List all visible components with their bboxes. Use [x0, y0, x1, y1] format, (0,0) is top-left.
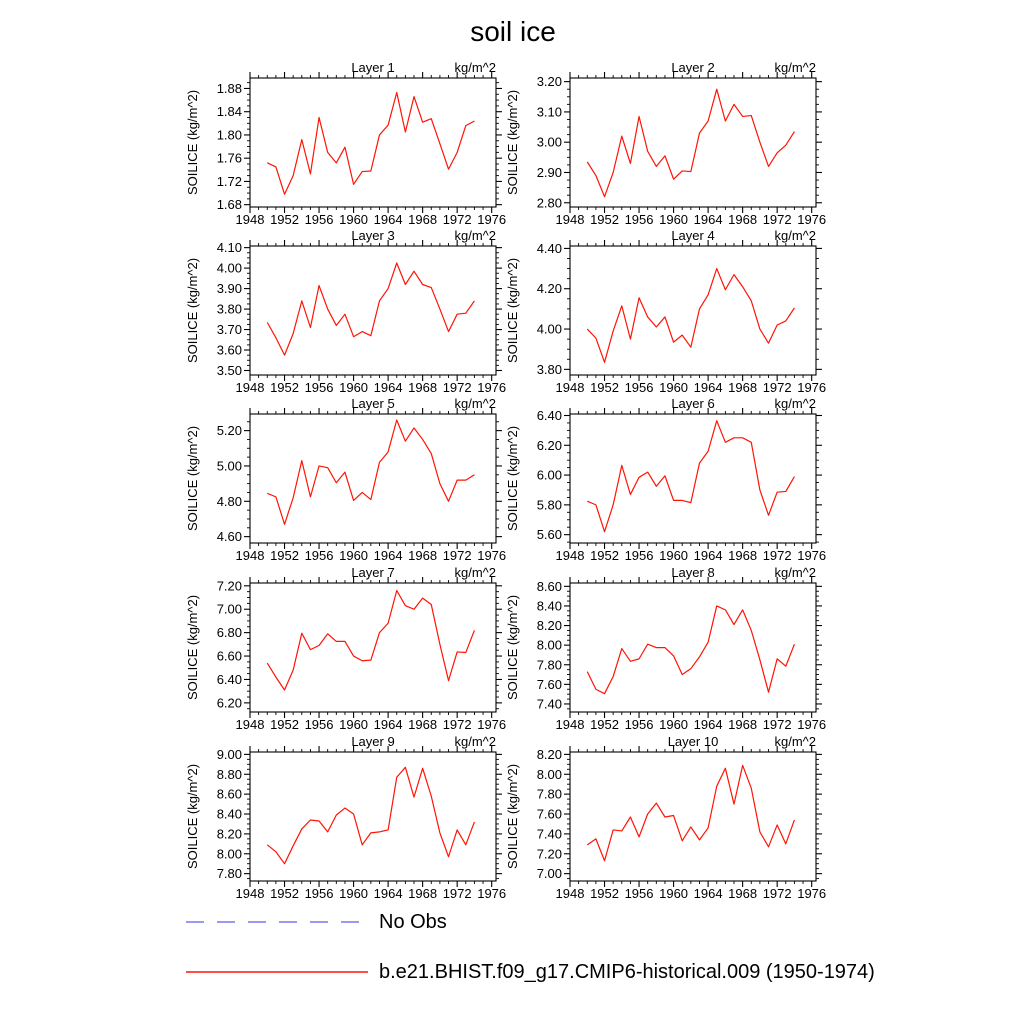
y-tick-label: 4.10: [216, 240, 242, 256]
y-tick-label: 3.60: [216, 342, 242, 358]
x-tick-label: 1960: [659, 717, 689, 732]
y-tick-label: 8.80: [216, 766, 242, 782]
y-tick-labels: [217, 240, 242, 378]
x-tick-label: 1960: [659, 548, 689, 563]
panel-units-label: kg/m^2: [454, 565, 496, 580]
y-tick-label: 4.00: [216, 260, 242, 276]
y-tick-label: 7.40: [536, 826, 562, 842]
plot-frame: [570, 752, 816, 881]
x-tick-label: 1972: [442, 212, 472, 227]
x-tick-label: 1948: [555, 212, 585, 227]
x-tick-label: 1976: [797, 717, 827, 732]
y-axis-title: SOILICE (kg/m^2): [185, 89, 200, 196]
chart-panel-layer-2: [505, 60, 826, 227]
y-tick-label: 7.40: [536, 696, 562, 712]
x-tick-label: 1948: [235, 886, 265, 901]
data-series-line: [587, 89, 794, 197]
axis-ticks: [244, 408, 502, 549]
y-tick-label: 1.76: [216, 150, 242, 166]
panel-title: Layer 7: [351, 565, 395, 580]
x-tick-labels: [236, 717, 507, 732]
x-tick-label: 1972: [762, 380, 792, 395]
x-tick-label: 1952: [270, 212, 299, 227]
no-obs-legend-label: No Obs: [379, 911, 447, 933]
panel-title: Layer 8: [671, 565, 715, 580]
x-tick-label: 1976: [477, 886, 507, 901]
axis-ticks: [244, 746, 502, 887]
y-axis-title: SOILICE (kg/m^2): [505, 257, 520, 364]
x-tick-label: 1952: [270, 548, 299, 563]
x-tick-labels: [556, 380, 827, 395]
y-axis-title: SOILICE (kg/m^2): [505, 594, 520, 701]
y-axis-title: SOILICE (kg/m^2): [185, 763, 200, 870]
chart-panel-layer-5: [185, 396, 506, 563]
y-tick-label: 5.20: [216, 423, 242, 439]
y-tick-label: 5.00: [216, 458, 242, 474]
y-tick-label: 7.00: [536, 866, 562, 882]
x-tick-label: 1956: [624, 380, 654, 395]
x-tick-labels: [556, 886, 827, 901]
plot-frame: [250, 78, 496, 207]
x-tick-label: 1964: [693, 886, 723, 901]
x-tick-label: 1952: [270, 717, 299, 732]
y-tick-labels: [217, 81, 242, 212]
x-tick-label: 1964: [373, 548, 403, 563]
series-legend-line: [185, 969, 369, 975]
y-tick-label: 6.00: [536, 467, 562, 483]
x-tick-label: 1952: [270, 886, 299, 901]
y-tick-label: 7.20: [216, 578, 242, 594]
panel-units-label: kg/m^2: [774, 734, 816, 749]
x-tick-label: 1956: [624, 717, 654, 732]
y-tick-label: 6.20: [216, 695, 242, 711]
x-tick-label: 1964: [693, 380, 723, 395]
x-tick-label: 1976: [797, 548, 827, 563]
panel-units-label: kg/m^2: [454, 396, 496, 411]
plot-frame: [250, 246, 496, 375]
x-tick-label: 1960: [339, 886, 369, 901]
plot-frame: [250, 752, 496, 881]
x-tick-label: 1964: [693, 212, 723, 227]
x-tick-label: 1976: [477, 212, 507, 227]
y-tick-label: 3.80: [216, 301, 242, 317]
panel-title: Layer 5: [351, 396, 395, 411]
x-tick-labels: [556, 212, 827, 227]
x-tick-label: 1956: [624, 886, 654, 901]
x-tick-label: 1972: [442, 886, 472, 901]
y-tick-label: 6.60: [216, 648, 242, 664]
data-series-line: [267, 263, 474, 355]
x-tick-label: 1968: [728, 212, 758, 227]
plot-frame: [250, 414, 496, 543]
y-tick-label: 8.40: [216, 806, 242, 822]
page-title: soil ice: [470, 16, 556, 47]
x-tick-labels: [236, 212, 507, 227]
y-tick-label: 4.80: [216, 493, 242, 509]
x-tick-label: 1972: [762, 886, 792, 901]
y-tick-labels: [217, 423, 242, 544]
y-tick-label: 7.00: [216, 601, 242, 617]
chart-panel-layer-9: [185, 734, 506, 901]
x-tick-label: 1964: [373, 380, 403, 395]
x-tick-label: 1948: [555, 717, 585, 732]
data-series-line: [267, 93, 474, 195]
y-tick-label: 3.90: [216, 281, 242, 297]
x-tick-label: 1964: [373, 212, 403, 227]
x-tick-label: 1972: [442, 717, 472, 732]
x-tick-label: 1972: [762, 717, 792, 732]
y-axis-title: SOILICE (kg/m^2): [185, 425, 200, 532]
x-tick-label: 1976: [477, 717, 507, 732]
y-tick-label: 4.40: [536, 240, 562, 256]
y-tick-labels: [537, 747, 562, 881]
y-tick-labels: [537, 74, 562, 210]
panel-title: Layer 3: [351, 228, 395, 243]
panel-units-label: kg/m^2: [454, 228, 496, 243]
y-tick-label: 6.40: [216, 671, 242, 687]
x-tick-label: 1960: [339, 717, 369, 732]
y-tick-label: 1.88: [216, 80, 242, 96]
chart-panel-layer-6: [505, 396, 826, 563]
y-tick-label: 7.80: [216, 866, 242, 882]
y-tick-label: 8.60: [536, 578, 562, 594]
x-tick-label: 1972: [762, 212, 792, 227]
axis-ticks: [244, 577, 502, 718]
axis-ticks: [564, 240, 822, 381]
x-tick-label: 1948: [555, 548, 585, 563]
y-tick-label: 6.20: [536, 437, 562, 453]
x-tick-label: 1952: [590, 886, 619, 901]
x-tick-label: 1948: [235, 212, 265, 227]
x-tick-label: 1968: [408, 548, 438, 563]
x-tick-labels: [236, 548, 507, 563]
y-tick-labels: [537, 408, 562, 542]
y-tick-label: 3.10: [536, 104, 562, 120]
panel-units-label: kg/m^2: [454, 734, 496, 749]
y-tick-label: 3.50: [216, 362, 242, 378]
x-tick-label: 1964: [693, 717, 723, 732]
x-tick-labels: [236, 886, 507, 901]
y-tick-label: 5.60: [536, 527, 562, 543]
chart-panel-layer-1: [185, 60, 506, 227]
panel-units-label: kg/m^2: [454, 60, 496, 75]
x-tick-label: 1956: [624, 548, 654, 563]
x-tick-label: 1960: [659, 886, 689, 901]
y-tick-label: 1.84: [216, 104, 242, 120]
data-series-line: [267, 767, 474, 863]
x-tick-label: 1952: [590, 548, 619, 563]
y-tick-label: 3.70: [216, 322, 242, 338]
x-tick-label: 1968: [728, 886, 758, 901]
data-series-line: [587, 421, 794, 532]
x-tick-label: 1960: [339, 548, 369, 563]
x-tick-label: 1960: [339, 212, 369, 227]
x-tick-label: 1976: [477, 380, 507, 395]
y-tick-label: 8.20: [216, 826, 242, 842]
y-tick-label: 1.68: [216, 197, 242, 213]
x-tick-label: 1964: [373, 886, 403, 901]
y-tick-labels: [537, 241, 562, 377]
x-tick-label: 1948: [555, 886, 585, 901]
x-tick-label: 1976: [797, 380, 827, 395]
y-tick-label: 3.80: [536, 361, 562, 377]
data-series-line: [587, 269, 794, 363]
x-tick-label: 1968: [408, 380, 438, 395]
x-tick-label: 1964: [373, 717, 403, 732]
y-tick-label: 7.60: [536, 806, 562, 822]
panel-title: Layer 9: [351, 734, 395, 749]
y-tick-label: 2.80: [536, 195, 562, 211]
y-tick-label: 4.60: [216, 529, 242, 545]
x-tick-label: 1968: [408, 717, 438, 732]
x-tick-label: 1972: [762, 548, 792, 563]
y-tick-label: 3.20: [536, 74, 562, 90]
panel-title: Layer 4: [671, 228, 715, 243]
x-tick-label: 1968: [728, 717, 758, 732]
chart-panel-layer-3: [185, 228, 506, 395]
data-series-line: [267, 590, 474, 690]
chart-panel-layer-7: [185, 565, 506, 732]
axis-ticks: [564, 577, 822, 718]
x-tick-label: 1968: [408, 212, 438, 227]
y-tick-label: 8.40: [536, 598, 562, 614]
x-tick-label: 1956: [304, 380, 334, 395]
y-axis-title: SOILICE (kg/m^2): [185, 257, 200, 364]
y-tick-label: 1.72: [216, 173, 242, 189]
x-tick-label: 1952: [590, 212, 619, 227]
panel-title: Layer 6: [671, 396, 715, 411]
plot-frame: [250, 583, 496, 712]
y-axis-title: SOILICE (kg/m^2): [505, 425, 520, 532]
y-tick-label: 7.60: [536, 676, 562, 692]
x-tick-label: 1948: [235, 717, 265, 732]
x-tick-label: 1976: [797, 886, 827, 901]
x-tick-label: 1952: [270, 380, 299, 395]
x-tick-labels: [236, 380, 507, 395]
x-tick-label: 1960: [339, 380, 369, 395]
axis-ticks: [244, 240, 502, 381]
axis-ticks: [244, 72, 502, 213]
x-tick-labels: [556, 717, 827, 732]
x-tick-label: 1968: [728, 548, 758, 563]
y-tick-label: 8.00: [216, 846, 242, 862]
panel-title: Layer 10: [667, 734, 719, 749]
y-axis-title: SOILICE (kg/m^2): [505, 89, 520, 196]
y-tick-label: 6.40: [536, 407, 562, 423]
chart-panel-layer-8: [505, 565, 826, 732]
data-series-line: [267, 420, 474, 524]
x-tick-label: 1976: [797, 212, 827, 227]
x-tick-label: 1956: [304, 548, 334, 563]
y-tick-label: 7.80: [536, 786, 562, 802]
x-tick-label: 1952: [590, 717, 619, 732]
y-tick-label: 8.20: [536, 618, 562, 634]
x-tick-label: 1960: [659, 212, 689, 227]
panel-units-label: kg/m^2: [774, 60, 816, 75]
panel-title: Layer 2: [671, 60, 715, 75]
chart-panel-layer-10: [505, 734, 826, 901]
y-tick-label: 2.90: [536, 164, 562, 180]
panel-units-label: kg/m^2: [774, 565, 816, 580]
y-tick-labels: [537, 579, 562, 712]
y-tick-label: 5.80: [536, 497, 562, 513]
y-tick-label: 8.00: [536, 766, 562, 782]
y-tick-label: 4.20: [536, 281, 562, 297]
x-tick-label: 1948: [235, 548, 265, 563]
chart-panel-layer-4: [505, 228, 826, 395]
series-legend-label: b.e21.BHIST.f09_g17.CMIP6-historical.009 (1950-1974): [379, 961, 875, 983]
axis-ticks: [564, 746, 822, 887]
x-tick-label: 1952: [590, 380, 619, 395]
y-tick-label: 7.20: [536, 846, 562, 862]
x-tick-label: 1968: [408, 886, 438, 901]
x-tick-label: 1968: [728, 380, 758, 395]
y-tick-labels: [217, 578, 242, 710]
y-tick-label: 6.80: [216, 625, 242, 641]
x-tick-label: 1948: [235, 380, 265, 395]
data-series-line: [587, 606, 794, 694]
y-tick-label: 8.20: [536, 746, 562, 762]
y-tick-label: 3.00: [536, 134, 562, 150]
y-tick-label: 4.00: [536, 321, 562, 337]
no-obs-legend-line: [185, 919, 369, 925]
x-tick-label: 1964: [693, 548, 723, 563]
y-tick-label: 7.80: [536, 657, 562, 673]
x-tick-label: 1972: [442, 380, 472, 395]
y-axis-title: SOILICE (kg/m^2): [185, 594, 200, 701]
x-tick-label: 1956: [304, 212, 334, 227]
panel-units-label: kg/m^2: [774, 228, 816, 243]
y-tick-label: 8.00: [536, 637, 562, 653]
x-tick-label: 1956: [304, 886, 334, 901]
x-tick-label: 1956: [304, 717, 334, 732]
y-tick-label: 9.00: [216, 746, 242, 762]
y-tick-label: 1.80: [216, 127, 242, 143]
y-tick-label: 8.60: [216, 786, 242, 802]
x-tick-labels: [556, 548, 827, 563]
plot-frame: [570, 78, 816, 207]
plot-frame: [570, 583, 816, 712]
y-tick-labels: [217, 747, 242, 881]
x-tick-label: 1956: [624, 212, 654, 227]
x-tick-label: 1948: [555, 380, 585, 395]
data-series-line: [587, 765, 794, 860]
x-tick-label: 1960: [659, 380, 689, 395]
x-tick-label: 1976: [477, 548, 507, 563]
panel-title: Layer 1: [351, 60, 395, 75]
panel-units-label: kg/m^2: [774, 396, 816, 411]
x-tick-label: 1972: [442, 548, 472, 563]
y-axis-title: SOILICE (kg/m^2): [505, 763, 520, 870]
